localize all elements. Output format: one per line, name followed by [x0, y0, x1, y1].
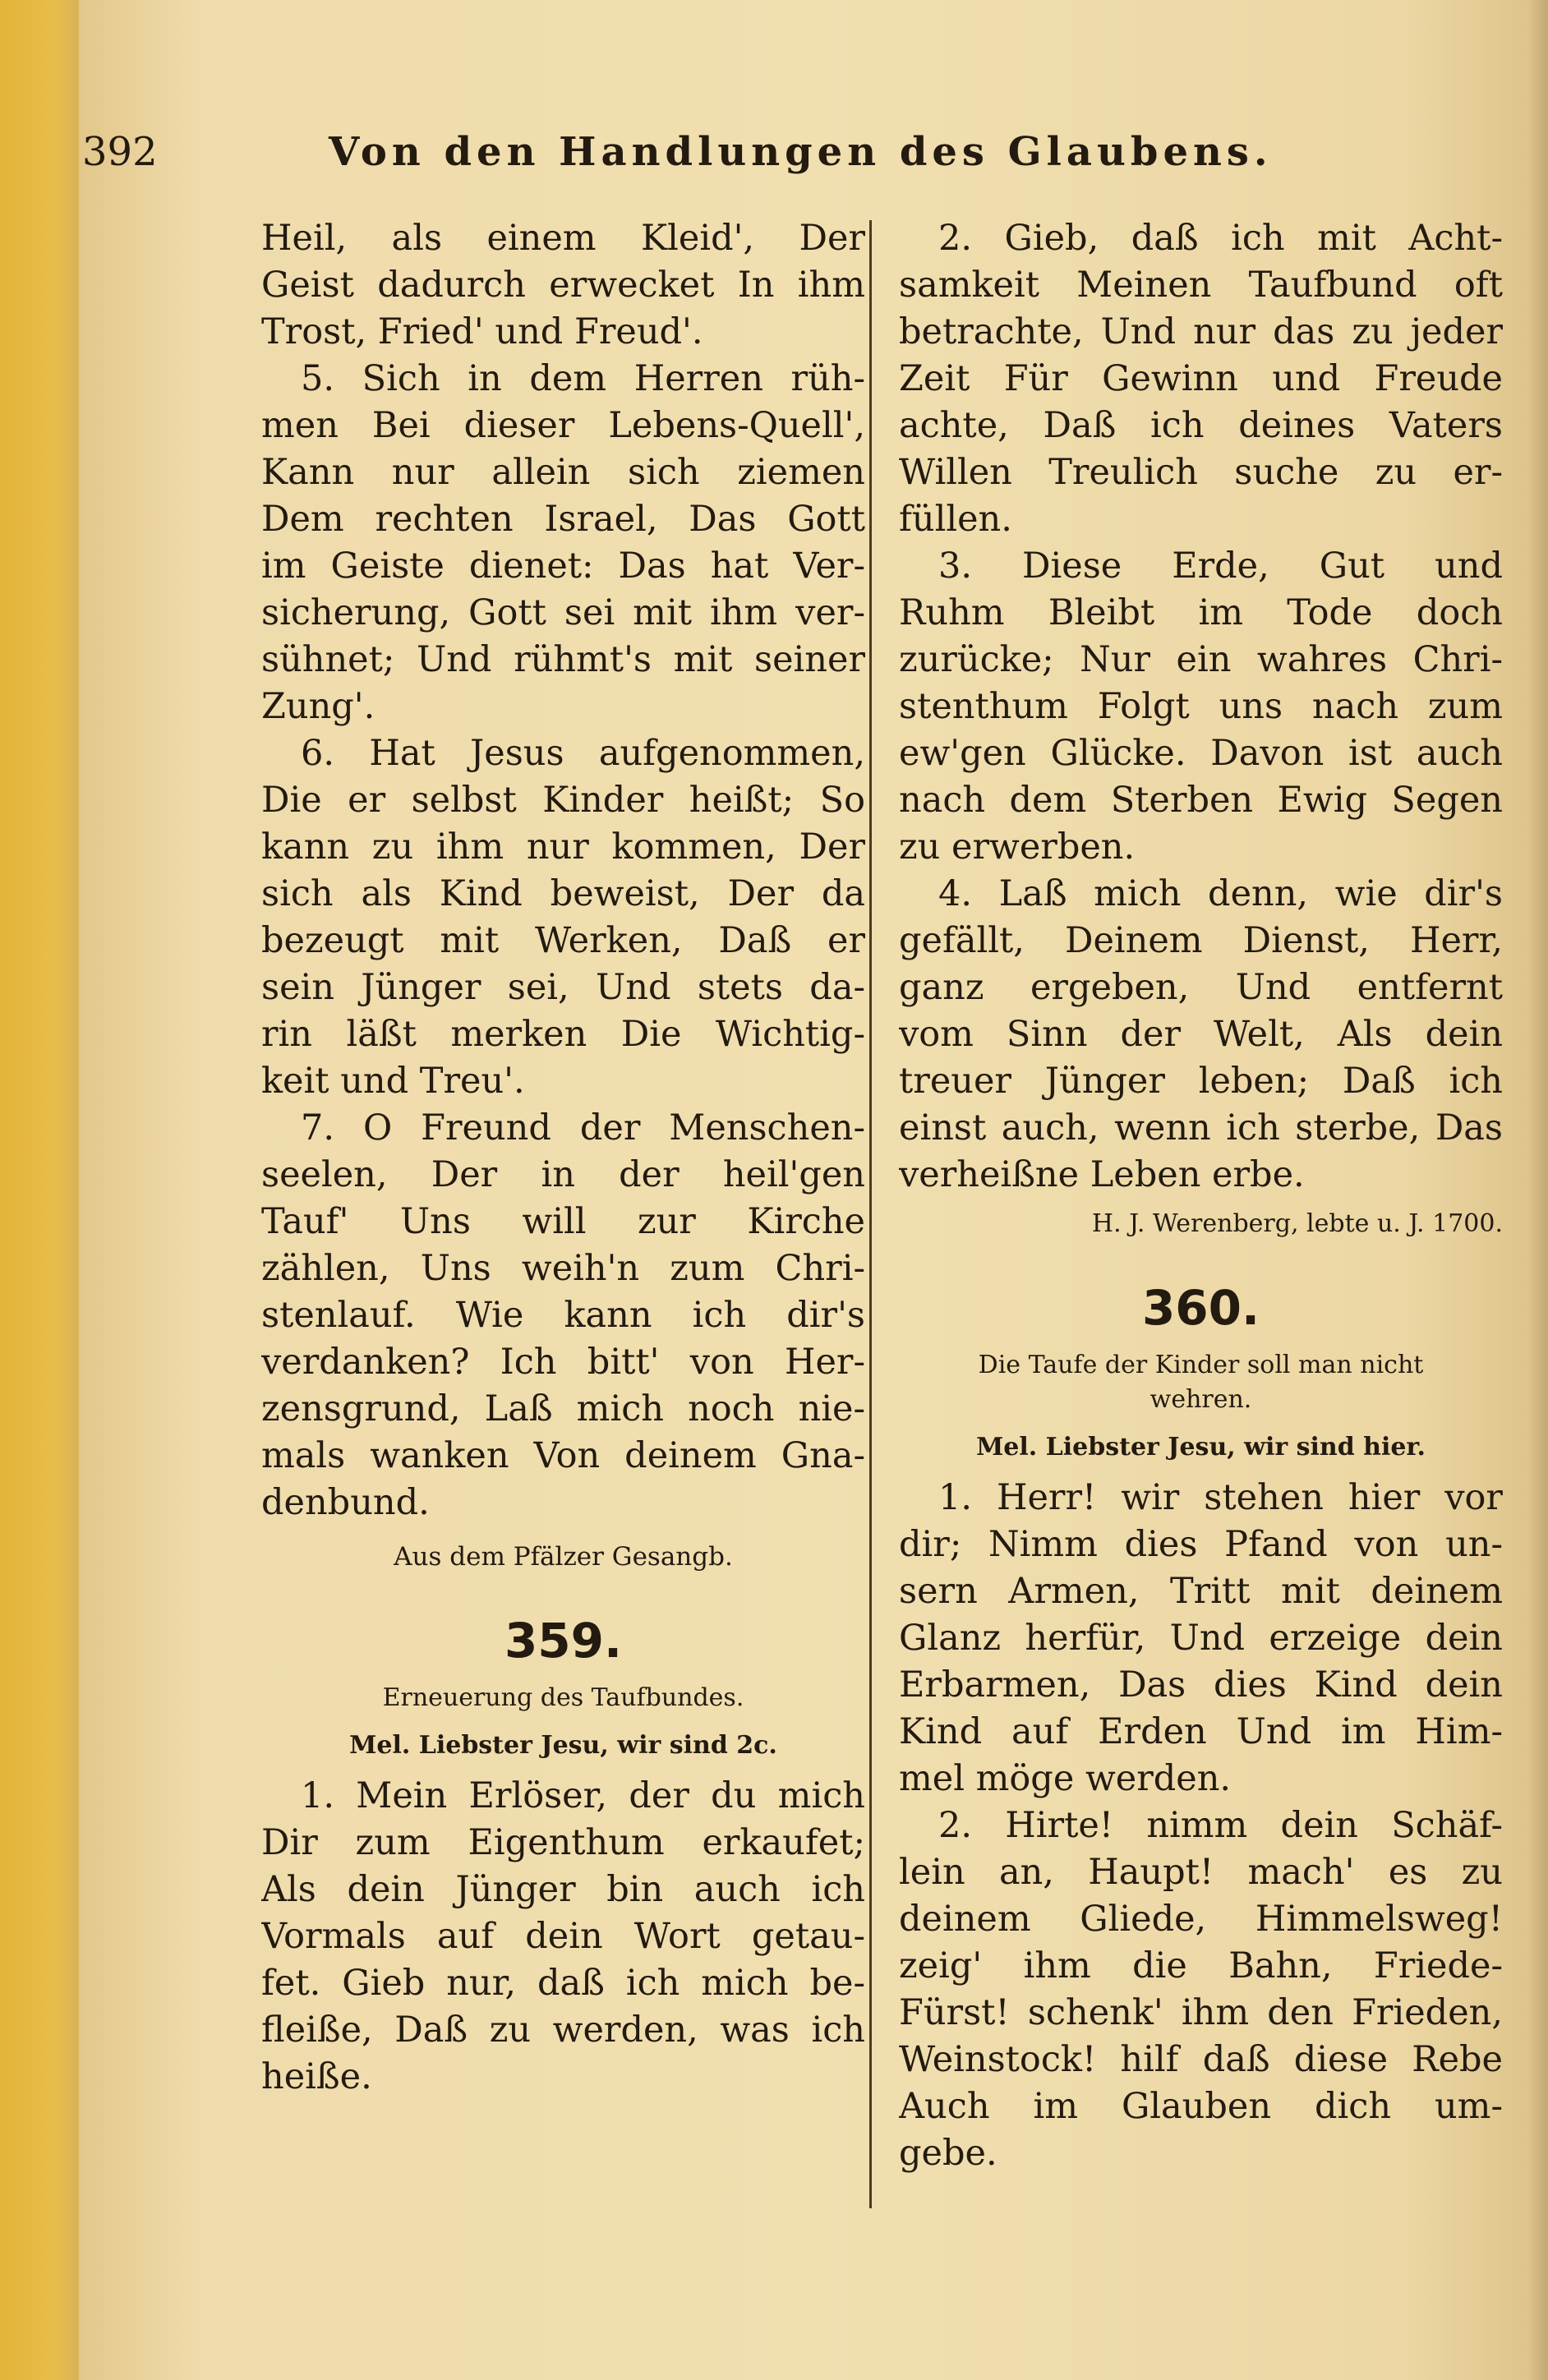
verse-line: Willen Treulich suche zu er-: [899, 452, 1503, 493]
verse-line: denbund.: [261, 1482, 430, 1523]
verse-line: 6. Hat Jesus aufgenommen,: [301, 733, 865, 774]
verse-line: vom Sinn der Welt, Als dein: [899, 1014, 1503, 1055]
hymn-melody: Mel. Liebster Jesu, wir sind 2c.: [349, 1731, 777, 1760]
verse-line: fet. Gieb nur, daß ich mich be-: [261, 1963, 865, 2004]
right-column: [899, 215, 1503, 2177]
verse-line: seelen, Der in der heil'gen: [261, 1154, 865, 1195]
verse-line: gefällt, Deinem Dienst, Herr,: [899, 920, 1503, 961]
verse-2: [899, 1802, 1503, 2177]
verse-line: 3. Diese Erde, Gut und: [938, 546, 1503, 587]
verse-line: Erbarmen, Das dies Kind dein: [899, 1664, 1503, 1706]
verse-line: sein Jünger sei, Und stets da-: [261, 967, 865, 1008]
verse-line: stenlauf. Wie kann ich dir's: [261, 1295, 865, 1336]
page-number: 392: [82, 129, 158, 175]
verse-line: zurücke; Nur ein wahres Chri-: [899, 639, 1503, 680]
left-column: [261, 215, 865, 2101]
verse-line: ew'gen Glücke. Davon ist auch: [899, 733, 1503, 774]
page-edge-shadow: [1528, 0, 1548, 2380]
verse-line: men Bei dieser Lebens-Quell',: [261, 405, 865, 446]
verse-line: zählen, Uns weih'n zum Chri-: [261, 1248, 865, 1289]
hymn-title: Die Taufe der Kinder soll man nicht: [978, 1351, 1424, 1379]
verse-line: Die er selbst Kinder heißt; So: [261, 780, 865, 821]
verse-line: treuer Jünger leben; Daß ich: [899, 1061, 1503, 1102]
verse-1: [899, 1475, 1503, 1802]
verse-line: 2. Gieb, daß ich mit Acht-: [938, 218, 1503, 259]
verse-4: [899, 871, 1503, 1199]
verse-line: Kann nur allein sich ziemen: [261, 452, 865, 493]
verse-line: Weinstock! hilf daß diese Rebe: [899, 2039, 1503, 2080]
verse-line: zeig' ihm die Bahn, Friede-: [899, 1945, 1503, 1986]
verse-line: sicherung, Gott sei mit ihm ver-: [261, 592, 865, 633]
verse-line: Geist dadurch erwecket In ihm: [261, 265, 865, 306]
running-header: [189, 123, 1356, 181]
verse-line: mals wanken Von deinem Gna-: [261, 1435, 865, 1476]
verse-line: Dem rechten Israel, Das Gott: [261, 499, 865, 540]
verse-line: Ruhm Bleibt im Tode doch: [899, 592, 1503, 633]
hymn-number: 359.: [504, 1613, 623, 1669]
verse-line: zensgrund, Laß mich noch nie-: [261, 1388, 865, 1429]
column-divider: [869, 220, 872, 2208]
verse-line: stenthum Folgt uns nach zum: [899, 686, 1503, 727]
verse-line: Fürst! schenk' ihm den Frieden,: [899, 1992, 1503, 2033]
continued-verse: [261, 215, 865, 356]
verse-line: Trost, Fried' und Freud'.: [261, 311, 703, 352]
verse-line: Auch im Glauben dich um-: [899, 2086, 1503, 2127]
verse-line: 4. Laß mich denn, wie dir's: [938, 873, 1503, 914]
hymn-attribution: H. J. Werenberg, lebte u. J. 1700.: [1091, 1209, 1503, 1238]
verse-line: kann zu ihm nur kommen, Der: [261, 826, 865, 868]
verse-line: heiße.: [261, 2056, 372, 2097]
verse-line: 5. Sich in dem Herren rüh-: [301, 358, 865, 399]
verse-line: sühnet; Und rühmt's mit seiner: [261, 639, 865, 680]
verse-6: [261, 730, 865, 1105]
verse-line: samkeit Meinen Taufbund oft: [899, 265, 1503, 306]
verse-line: zu erwerben.: [899, 826, 1136, 868]
verse-line: betrachte, Und nur das zu jeder: [899, 311, 1503, 352]
verse-line: Kind auf Erden Und im Him-: [899, 1711, 1503, 1752]
verse-line: im Geiste dienet: Das hat Ver-: [261, 546, 865, 587]
verse-line: fleiße, Daß zu werden, was ich: [261, 2009, 865, 2051]
verse-line: dir; Nimm dies Pfand von un-: [899, 1524, 1503, 1565]
verse-line: bezeugt mit Werken, Daß er: [261, 920, 865, 961]
verse-1: [261, 1773, 865, 2101]
verse-line: Dir zum Eigenthum erkaufet;: [261, 1822, 865, 1863]
verse-line: Zung'.: [261, 686, 375, 727]
hymn-title-continued: wehren.: [1149, 1385, 1252, 1414]
running-header-title: Von den Handlungen des Glaubens.: [329, 129, 1273, 175]
verse-line: Als dein Jünger bin auch ich: [261, 1869, 865, 1910]
verse-line: achte, Daß ich deines Vaters: [899, 405, 1503, 446]
verse-line: 7. O Freund der Menschen-: [301, 1107, 865, 1149]
hymn-title: Erneuerung des Taufbundes.: [382, 1683, 744, 1712]
verse-2: [899, 215, 1503, 543]
verse-line: ganz ergeben, Und entfernt: [899, 967, 1503, 1008]
verse-line: sern Armen, Tritt mit deinem: [899, 1571, 1503, 1612]
verse-line: keit und Treu'.: [261, 1061, 525, 1102]
verse-5: [261, 356, 865, 730]
verse-line: Vormals auf dein Wort getau-: [261, 1916, 865, 1957]
verse-line: verheißne Leben erbe.: [899, 1154, 1305, 1195]
verse-line: rin läßt merken Die Wichtig-: [261, 1014, 865, 1055]
hymn-number: 360.: [1141, 1280, 1260, 1336]
verse-line: Tauf' Uns will zur Kirche: [261, 1201, 865, 1242]
verse-line: einst auch, wenn ich sterbe, Das: [899, 1107, 1503, 1149]
verse-line: 2. Hirte! nimm dein Schäf-: [938, 1805, 1503, 1846]
verse-line: gebe.: [899, 2133, 997, 2174]
verse-line: füllen.: [899, 499, 1012, 540]
verse-line: sich als Kind beweist, Der da: [261, 873, 865, 914]
verse-line: nach dem Sterben Ewig Segen: [899, 780, 1503, 821]
verse-line: Glanz herfür, Und erzeige dein: [899, 1618, 1503, 1659]
verse-line: Zeit Für Gewinn und Freude: [899, 358, 1503, 399]
verse-line: lein an, Haupt! mach' es zu: [899, 1852, 1503, 1893]
verse-line: deinem Gliede, Himmelsweg!: [899, 1899, 1503, 1940]
verse-line: verdanken? Ich bitt' von Her-: [261, 1342, 865, 1383]
hymn-melody: Mel. Liebster Jesu, wir sind hier.: [976, 1433, 1426, 1462]
verse-line: 1. Mein Erlöser, der du mich: [301, 1775, 865, 1816]
book-spine: [0, 0, 79, 2380]
hymn-attribution: Aus dem Pfälzer Gesangb.: [394, 1542, 733, 1572]
verse-line: mel möge werden.: [899, 1758, 1232, 1799]
verse-3: [899, 543, 1503, 871]
verse-7: [261, 1105, 865, 1526]
verse-line: 1. Herr! wir stehen hier vor: [938, 1477, 1503, 1518]
verse-line: Heil, als einem Kleid', Der: [261, 218, 865, 259]
